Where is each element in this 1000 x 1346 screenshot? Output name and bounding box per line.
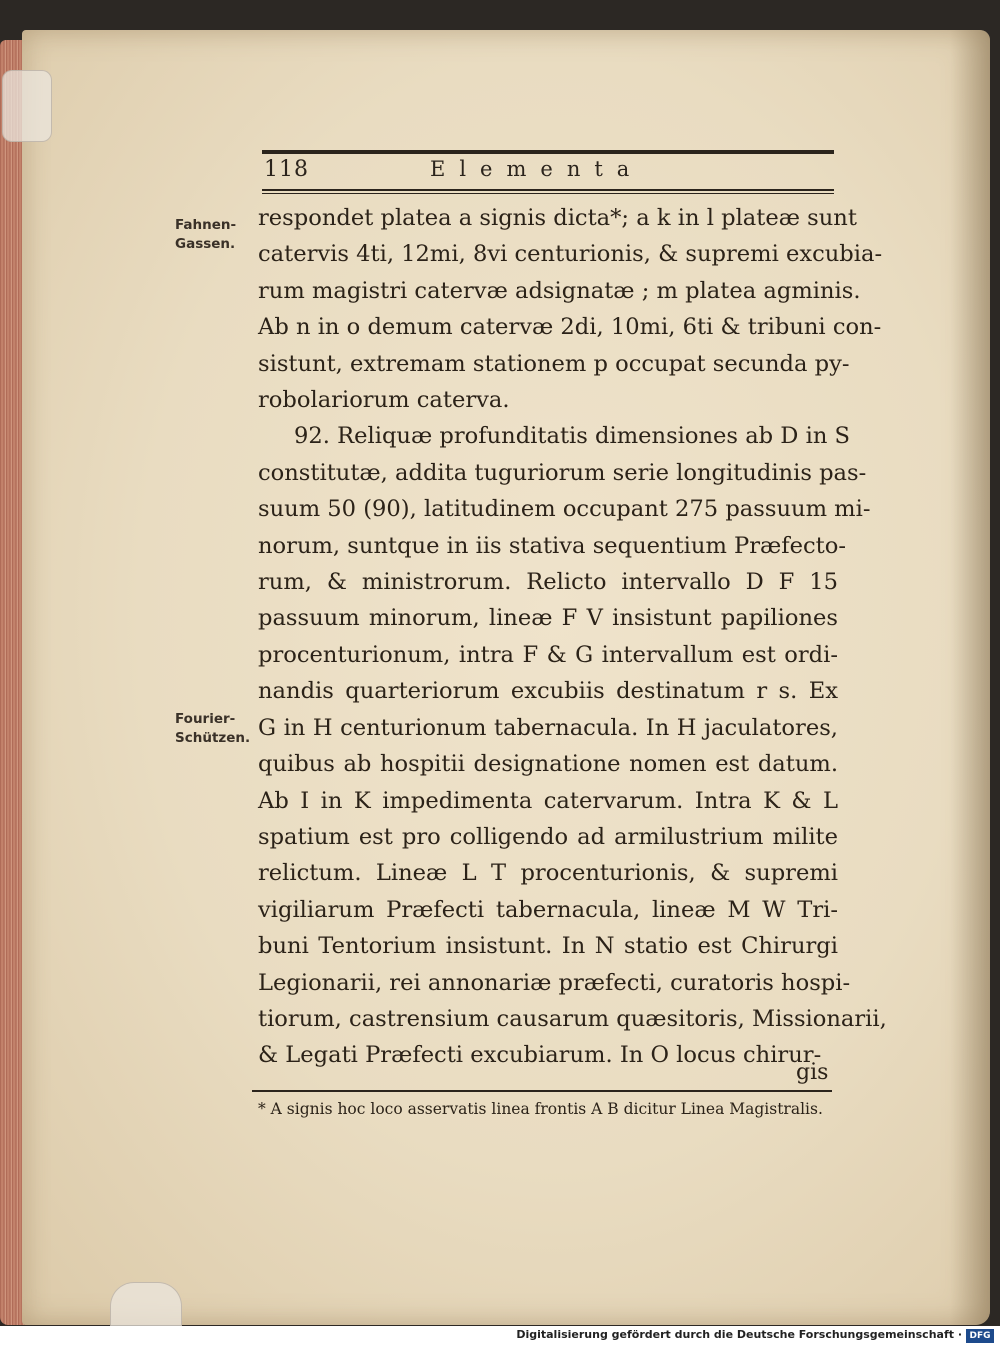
- footnote: * A signis hoc loco asservatis linea frontis A B dicitur Linea Magistralis.: [258, 1100, 823, 1118]
- text-line: rum magistri catervæ adsignatæ ; m platea agminis.: [258, 277, 861, 304]
- text-line: sistunt, extremam stationem p occupat secunda py-: [258, 350, 850, 377]
- header-rule-top: [262, 150, 834, 154]
- margin-note-2: [175, 710, 260, 748]
- funding-credit: Digitalisierung gefördert durch die Deutsche Forschungsgemeinschaft ·: [516, 1328, 962, 1341]
- page-shadow: [950, 30, 990, 1325]
- text-line: respondet platea a signis dicta*; a k in l plateæ sunt: [258, 205, 857, 231]
- text-line: norum, suntque in iis stativa sequentium Præfecto-: [258, 532, 847, 559]
- margin-note-line: Fourier-: [175, 711, 236, 727]
- running-head: Elementa: [430, 157, 644, 181]
- text-line: spatium est pro colligendo ad armilustrium milite: [258, 823, 838, 850]
- header-rule-bottom: [262, 189, 834, 191]
- footer-bar: [0, 1326, 1000, 1346]
- page-clip-top: [2, 70, 52, 142]
- dfg-logo[interactable]: DFG: [966, 1329, 994, 1343]
- text-line: G in H centurionum tabernacula. In H jaculatores,: [258, 714, 838, 741]
- footnote-rule: [252, 1090, 832, 1092]
- margin-note-1: [175, 216, 260, 254]
- text-line: Ab n in o demum catervæ 2di, 10mi, 6ti & tribuni con-: [258, 314, 882, 341]
- text-line: vigiliarum Præfecti tabernacula, lineæ M W Tri-: [258, 896, 838, 923]
- text-line: quibus ab hospitii designatione nomen est datum.: [258, 751, 838, 778]
- margin-note-line: Gassen.: [175, 236, 236, 252]
- text-line: & Legati Præfecti excubiarum. In O locus chirur-: [258, 1042, 822, 1069]
- text-line: catervis 4ti, 12mi, 8vi centurionis, & supremi excubia-: [258, 241, 883, 268]
- header-rule-bottom-2: [262, 193, 834, 194]
- text-line: nandis quarteriorum excubiis destinatum r s. Ex: [258, 678, 838, 705]
- text-line: passuum minorum, lineæ F V insistunt papiliones: [258, 605, 838, 632]
- text-line: relictum. Lineæ L T procenturionis, & supremi: [258, 860, 838, 887]
- text-line: 92. Reliquæ profunditatis dimensiones ab D in S: [294, 423, 851, 450]
- text-line: suum 50 (90), latitudinem occupant 275 passuum mi-: [258, 496, 871, 523]
- margin-note-line: Schützen.: [175, 730, 251, 746]
- text-line: Legionarii, rei annonariæ præfecti, curatoris hospi-: [258, 969, 851, 996]
- page-number: 118: [264, 157, 309, 182]
- text-line: rum, & ministrorum. Relicto intervallo D F 15: [258, 569, 838, 596]
- text-line: Ab I in K impedimenta catervarum. Intra K & L: [258, 787, 838, 814]
- margin-note-line: Fahnen-: [175, 217, 237, 233]
- text-line: constitutæ, addita tuguriorum serie longitudinis pas-: [258, 459, 867, 486]
- text-line: procenturionum, intra F & G intervallum est ordi-: [258, 641, 838, 668]
- text-line: tiorum, castrensium causarum quæsitoris, Missionarii,: [258, 1005, 887, 1032]
- body-text: [258, 200, 887, 1074]
- text-line: robolariorum caterva.: [258, 387, 510, 414]
- catchword: gis: [796, 1060, 829, 1085]
- text-line: buni Tentorium insistunt. In N statio est Chirurgi: [258, 933, 838, 960]
